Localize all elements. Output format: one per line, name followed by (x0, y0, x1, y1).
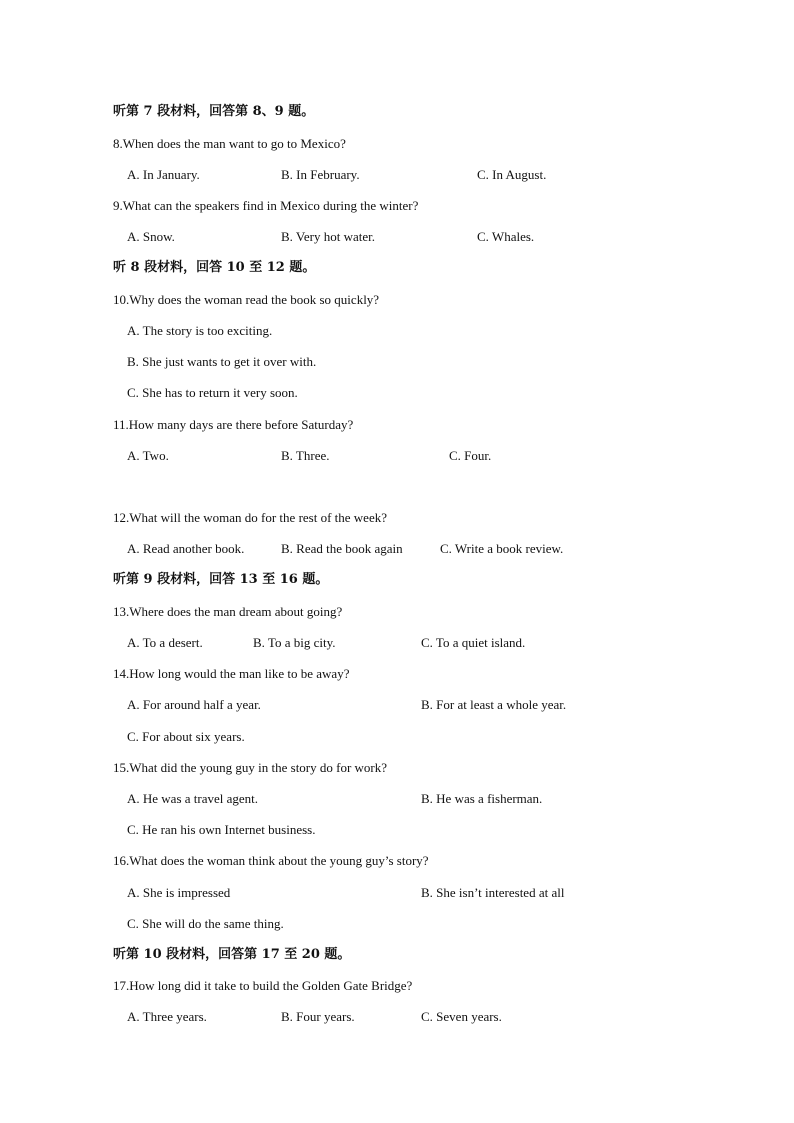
option-c: C. She has to return it very soon. (127, 385, 298, 400)
question-stem: 14.How long would the man like to be away? (113, 666, 350, 681)
question-stem: 15.What did the young guy in the story do for work? (113, 760, 388, 775)
option-b: B. Read the book again (281, 541, 403, 556)
option-c: C. Whales. (477, 229, 535, 244)
question-stem: 12.What will the woman do for the rest of the week? (113, 510, 387, 525)
option-b: B. He was a fisherman. (421, 791, 543, 806)
option-a: A. Snow. (127, 229, 175, 244)
option-a: A. For around half a year. (127, 697, 261, 712)
question-stem: 10.Why does the woman read the book so quickly? (113, 292, 380, 307)
option-c: C. Seven years. (421, 1009, 502, 1024)
option-a: A. The story is too exciting. (127, 323, 273, 338)
option-b: B. Very hot water. (281, 229, 375, 244)
option-b: B. For at least a whole year. (421, 697, 567, 712)
option-a: A. Read another book. (127, 541, 245, 556)
option-a: A. In January. (127, 167, 200, 182)
section-heading: 听 8 段材料，回答 10 至 12 题。 (113, 260, 316, 275)
option-b: B. In February. (281, 167, 360, 182)
section-heading: 听第 9 段材料，回答 13 至 16 题。 (113, 572, 329, 587)
question-stem: 8.When does the man want to go to Mexico? (113, 136, 346, 151)
option-c: C. She will do the same thing. (127, 916, 284, 931)
option-c: C. He ran his own Internet business. (127, 822, 316, 837)
question-stem: 17.How long did it take to build the Golden Gate Bridge? (113, 978, 413, 993)
option-c: C. Four. (449, 448, 492, 463)
option-b: B. She just wants to get it over with. (127, 354, 317, 369)
option-c: C. For about six years. (127, 729, 245, 744)
option-b: B. To a big city. (253, 635, 336, 650)
option-b: B. Three. (281, 448, 330, 463)
section-heading: 听第 10 段材料，回答第 17 至 20 题。 (113, 947, 351, 962)
question-stem: 16.What does the woman think about the young guy’s story? (113, 853, 429, 868)
option-a: A. To a desert. (127, 635, 203, 650)
question-stem: 9.What can the speakers find in Mexico during the winter? (113, 198, 419, 213)
option-c: C. In August. (477, 167, 547, 182)
option-b: B. She isn’t interested at all (421, 885, 565, 900)
option-b: B. Four years. (281, 1009, 355, 1024)
section-heading: 听第 7 段材料，回答第 8、9 题。 (113, 104, 315, 119)
option-a: A. Two. (127, 448, 169, 463)
question-stem: 13.Where does the man dream about going? (113, 604, 343, 619)
option-a: A. He was a travel agent. (127, 791, 259, 806)
question-stem: 11.How many days are there before Saturday? (113, 417, 354, 432)
option-c: C. To a quiet island. (421, 635, 526, 650)
option-a: A. She is impressed (127, 885, 231, 900)
option-a: A. Three years. (127, 1009, 207, 1024)
option-c: C. Write a book review. (440, 541, 564, 556)
